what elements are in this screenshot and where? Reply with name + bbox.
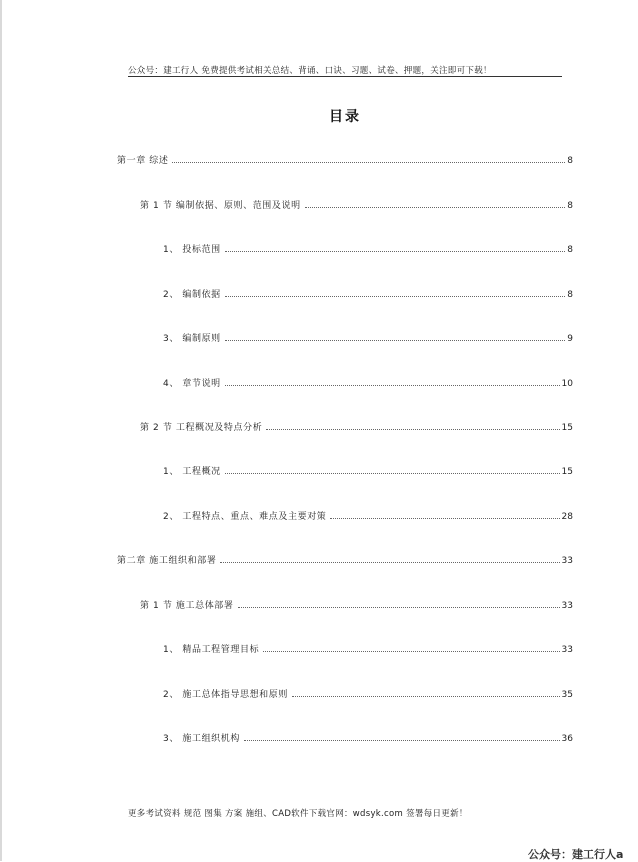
toc-entry-label: 2、 施工总体指导思想和原则 bbox=[163, 690, 288, 700]
toc-leader-dots bbox=[330, 517, 559, 519]
toc-entry-label: 第 2 节 工程概况及特点分析 bbox=[140, 423, 263, 433]
header-rule bbox=[128, 76, 562, 77]
toc-leader-dots bbox=[266, 428, 559, 430]
toc-title: 目录 bbox=[329, 109, 361, 125]
toc-entry-page: 28 bbox=[561, 512, 573, 522]
toc-entry-item[interactable] bbox=[163, 332, 573, 344]
toc-entry-label: 1、 工程概况 bbox=[163, 467, 221, 477]
toc-entry-label: 1、 投标范围 bbox=[163, 245, 221, 255]
toc-entry-label: 2、 工程特点、重点、难点及主要对策 bbox=[163, 512, 327, 522]
toc-entry-page: 35 bbox=[561, 690, 573, 700]
toc-entry-label: 3、 编制原则 bbox=[163, 334, 221, 344]
toc-entry-label: 第一章 综述 bbox=[117, 156, 169, 166]
toc-entry-page: 8 bbox=[567, 290, 573, 300]
toc-entry-label: 2、 编制依据 bbox=[163, 290, 221, 300]
toc-entry-item[interactable] bbox=[163, 465, 573, 477]
toc-entry-page: 15 bbox=[561, 467, 573, 477]
toc-leader-dots bbox=[225, 250, 565, 252]
toc-leader-dots bbox=[225, 339, 565, 341]
toc-leader-dots bbox=[225, 384, 560, 386]
toc-leader-dots bbox=[238, 606, 560, 608]
toc-entry-page: 33 bbox=[561, 601, 573, 611]
toc-entry-label: 3、 施工组织机构 bbox=[163, 734, 240, 744]
toc-entry-section[interactable] bbox=[140, 599, 573, 611]
page-edge bbox=[0, 0, 2, 861]
toc-entry-page: 15 bbox=[561, 423, 573, 433]
toc-entry-label: 第二章 施工组织和部署 bbox=[117, 556, 217, 566]
toc-entry-page: 8 bbox=[567, 201, 573, 211]
toc-entry-item[interactable] bbox=[163, 510, 573, 522]
toc-entry-item[interactable] bbox=[163, 732, 573, 744]
toc-entry-page: 9 bbox=[567, 334, 573, 344]
toc-entry-item[interactable] bbox=[163, 643, 573, 655]
toc-leader-dots bbox=[244, 739, 560, 741]
toc-entry-item[interactable] bbox=[163, 688, 573, 700]
toc-entry-item[interactable] bbox=[163, 243, 573, 255]
watermark: 公众号：建工行人a bbox=[528, 848, 624, 861]
toc-entry-page: 8 bbox=[567, 156, 573, 166]
toc-entry-label: 4、 章节说明 bbox=[163, 379, 221, 389]
toc-entry-item[interactable] bbox=[163, 288, 573, 300]
toc-leader-dots bbox=[225, 472, 560, 474]
toc-entry-page: 8 bbox=[567, 245, 573, 255]
toc-entry-chapter[interactable] bbox=[117, 154, 573, 166]
toc-entry-page: 36 bbox=[561, 734, 573, 744]
toc-entry-section[interactable] bbox=[140, 199, 573, 211]
toc-leader-dots bbox=[225, 295, 565, 297]
header-note: 公众号：建工行人 免费提供考试相关总结、背诵、口诀、习题、试卷、押题，关注即可下载！ bbox=[128, 66, 492, 76]
toc-entry-page: 10 bbox=[561, 379, 573, 389]
toc-entry-label: 第 1 节 编制依据、原则、范围及说明 bbox=[140, 201, 301, 211]
toc-leader-dots bbox=[292, 695, 560, 697]
toc-entry-chapter[interactable] bbox=[117, 554, 573, 566]
toc-entry-page: 33 bbox=[561, 556, 573, 566]
footer-note: 更多考试资料 规范 图集 方案 施组、CAD软件下载官网：wdsyk.com 签署每日更新！ bbox=[128, 809, 468, 819]
toc-leader-dots bbox=[172, 161, 565, 163]
toc-entry-item[interactable] bbox=[163, 377, 573, 389]
toc-entry-section[interactable] bbox=[140, 421, 573, 433]
toc-leader-dots bbox=[220, 561, 559, 563]
toc-entry-label: 1、 精品工程管理目标 bbox=[163, 645, 260, 655]
toc-leader-dots bbox=[305, 206, 566, 208]
toc-entry-label: 第 1 节 施工总体部署 bbox=[140, 601, 234, 611]
toc-leader-dots bbox=[263, 650, 559, 652]
toc-entry-page: 33 bbox=[561, 645, 573, 655]
